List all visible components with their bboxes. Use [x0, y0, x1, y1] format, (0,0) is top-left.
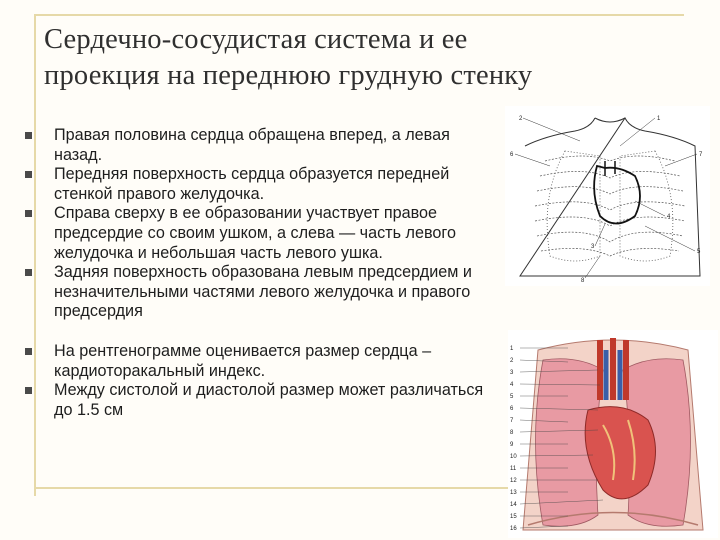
heart-projection-diagram: [505, 106, 710, 286]
figure-label: 5: [697, 249, 701, 255]
figure-label: 8: [581, 278, 585, 284]
figure-label: 7: [699, 152, 703, 158]
slide-title: [44, 22, 704, 94]
title-line-2: проекция на переднюю грудную стенку: [44, 60, 533, 91]
bullet-text: Между систолой и диастолой размер может различаться до 1.5 см: [54, 381, 484, 419]
figure-label: 3: [510, 370, 514, 376]
figure-label: 5: [510, 394, 514, 400]
figure-label: 4: [510, 382, 514, 388]
bullet-marker: [25, 132, 32, 139]
bullet-text: Передняя поверхность сердца образуется передней стенкой правого желудочка.: [54, 165, 450, 203]
bullet-marker: [25, 210, 32, 217]
figure-label: 14: [510, 502, 517, 508]
figure-label: 12: [510, 478, 517, 484]
bullet-text: Справа сверху в ее образовании участвует правое предсердие со своим ушком, а слева — часть левого желудочка и небольшая часть левого ушка.: [54, 204, 456, 262]
thoracic-anatomy-illustration: [508, 330, 718, 538]
bullet-text: На рентгенограмме оценивается размер сердца – кардиоторакальный индекс.: [54, 341, 432, 380]
bullet-spacer: [22, 322, 492, 342]
bullet-text: Правая половина сердца обращена вперед, а левая назад.: [54, 126, 450, 164]
figure-label: 3: [591, 244, 595, 250]
figure-background: [505, 106, 710, 286]
figure-label: 2: [519, 116, 523, 122]
figure-label: 2: [510, 358, 514, 364]
figure-label: 7: [510, 418, 514, 424]
bullet-marker: [25, 387, 32, 394]
bullet-marker: [25, 348, 32, 355]
bullet-item: [22, 204, 492, 263]
bullet-item: [22, 126, 492, 165]
figure-label: 6: [510, 152, 514, 158]
title-line-1: Сердечно-сосудистая система и ее: [44, 24, 468, 55]
bullet-list: [22, 126, 492, 420]
figure-label: 11: [510, 466, 517, 472]
bullet-marker: [25, 171, 32, 178]
figure-label: 8: [510, 430, 514, 436]
figure-label: 16: [510, 526, 517, 532]
figure-label: 15: [510, 514, 517, 520]
figure-label: 4: [667, 214, 671, 220]
top-rule: [34, 14, 684, 16]
figure-label: 10: [510, 454, 517, 460]
bullet-item: [22, 165, 492, 204]
figure-label: 9: [510, 442, 514, 448]
figure-label: 6: [510, 406, 514, 412]
bullet-text: Задняя поверхность образована левым предсердием и незначительными частями левого желудочка и правого предсердия: [54, 263, 472, 321]
figure-label: 13: [510, 490, 517, 496]
bullet-marker: [25, 269, 32, 276]
bullet-item: [22, 342, 492, 381]
bullet-item: [22, 263, 492, 322]
figure-label: 1: [657, 116, 661, 122]
figure-label: 1: [510, 346, 514, 352]
bullet-item: [22, 381, 492, 420]
